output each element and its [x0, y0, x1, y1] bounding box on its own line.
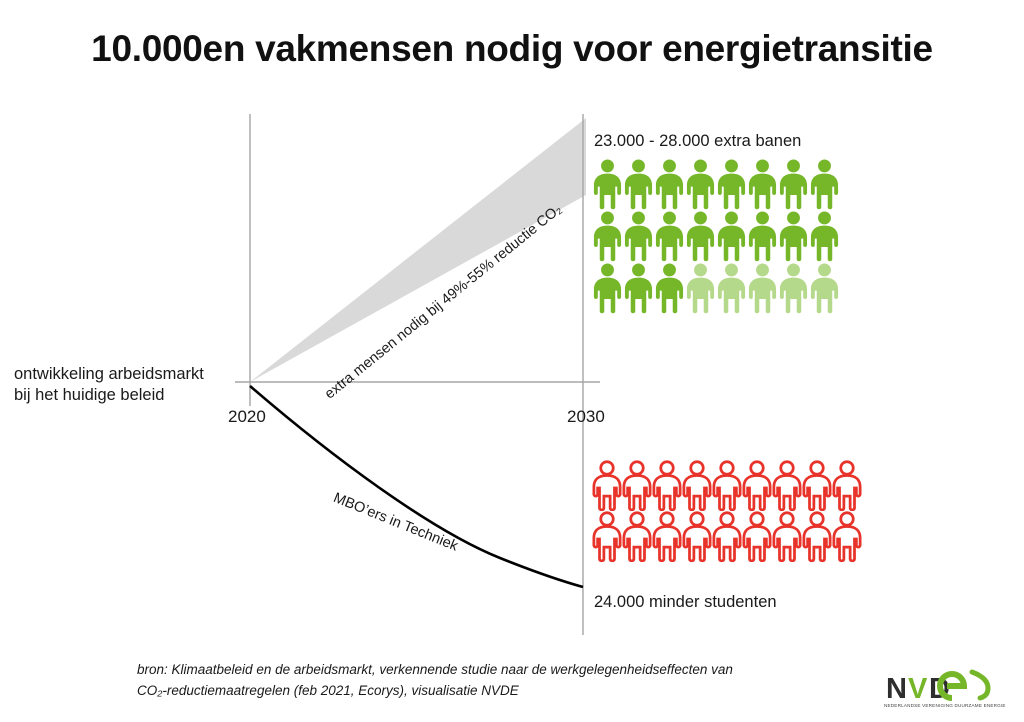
- person-icon: [809, 210, 840, 262]
- person-icon: [592, 511, 622, 562]
- person-icon: [592, 262, 623, 314]
- pictogram-row: [592, 158, 840, 210]
- person-icon: [712, 460, 742, 511]
- person-icon: [712, 511, 742, 562]
- person-icon: [652, 460, 682, 511]
- person-icon: [716, 158, 747, 210]
- svg-text:V: V: [908, 673, 928, 705]
- line-mbo-techniek: [250, 386, 583, 587]
- person-icon: [682, 511, 712, 562]
- person-icon: [685, 262, 716, 314]
- person-icon: [623, 210, 654, 262]
- baseline-annotation-line1: ontwikkeling arbeidsmarkt: [14, 365, 204, 383]
- person-icon: [623, 158, 654, 210]
- person-icon: [778, 262, 809, 314]
- person-icon: [682, 460, 712, 511]
- person-icon: [832, 460, 862, 511]
- mbo-line-annotation: MBO’ers in Techniek: [331, 490, 461, 555]
- nvde-logo-tagline: NEDERLANDSE VERENIGING DUURZAME ENERGIE: [884, 703, 1006, 708]
- person-icon: [802, 460, 832, 511]
- person-icon: [652, 511, 682, 562]
- source-line1: bron: Klimaatbeleid en de arbeidsmarkt, verkennende studie naar de werkgelegenheidseffecten van: [137, 662, 733, 677]
- person-icon: [772, 511, 802, 562]
- band-annotation: extra mensen nodig bij 49%-55% reductie CO₂: [322, 201, 566, 403]
- person-icon: [592, 460, 622, 511]
- baseline-annotation: [14, 364, 236, 407]
- axis-tick-2030: 2030: [567, 407, 605, 426]
- person-icon: [778, 210, 809, 262]
- person-icon: [622, 460, 652, 511]
- svg-text:N: N: [886, 673, 907, 705]
- person-icon: [832, 511, 862, 562]
- pictogram-group-extra-banen: [592, 158, 852, 314]
- person-icon: [685, 158, 716, 210]
- source-line2: CO₂-reductiemaatregelen (feb 2021, Ecorys), visualisatie NVDE: [137, 682, 519, 698]
- pictogram-row: [592, 511, 862, 562]
- person-icon: [654, 262, 685, 314]
- person-icon: [772, 460, 802, 511]
- baseline-annotation-line2: bij het huidige beleid: [14, 386, 165, 405]
- person-icon: [747, 262, 778, 314]
- pictogram-row: [592, 262, 840, 314]
- axis-tick-2020: 2020: [228, 407, 266, 426]
- person-icon: [747, 210, 778, 262]
- person-icon: [592, 158, 623, 210]
- jobs-caption: 23.000 - 28.000 extra banen: [594, 132, 802, 150]
- person-icon: [716, 210, 747, 262]
- band-extra-mensen: [250, 118, 586, 382]
- person-icon: [592, 210, 623, 262]
- page-title: 10.000en vakmensen nodig voor energietransitie: [91, 28, 933, 69]
- person-icon: [716, 262, 747, 314]
- chart-area: [0, 90, 1024, 650]
- person-icon: [654, 210, 685, 262]
- person-icon: [622, 511, 652, 562]
- person-icon: [809, 158, 840, 210]
- person-icon: [778, 158, 809, 210]
- person-icon: [654, 158, 685, 210]
- source-note: [137, 660, 797, 702]
- person-icon: [742, 460, 772, 511]
- person-icon: [742, 511, 772, 562]
- pictogram-group-minder-studenten: [592, 460, 867, 562]
- person-icon: [685, 210, 716, 262]
- person-icon: [747, 158, 778, 210]
- person-icon: [809, 262, 840, 314]
- person-icon: [802, 511, 832, 562]
- pictogram-row: [592, 460, 862, 511]
- svg-text:D: D: [929, 673, 950, 705]
- person-icon: [623, 262, 654, 314]
- students-caption: 24.000 minder studenten: [594, 593, 777, 611]
- pictogram-row: [592, 210, 840, 262]
